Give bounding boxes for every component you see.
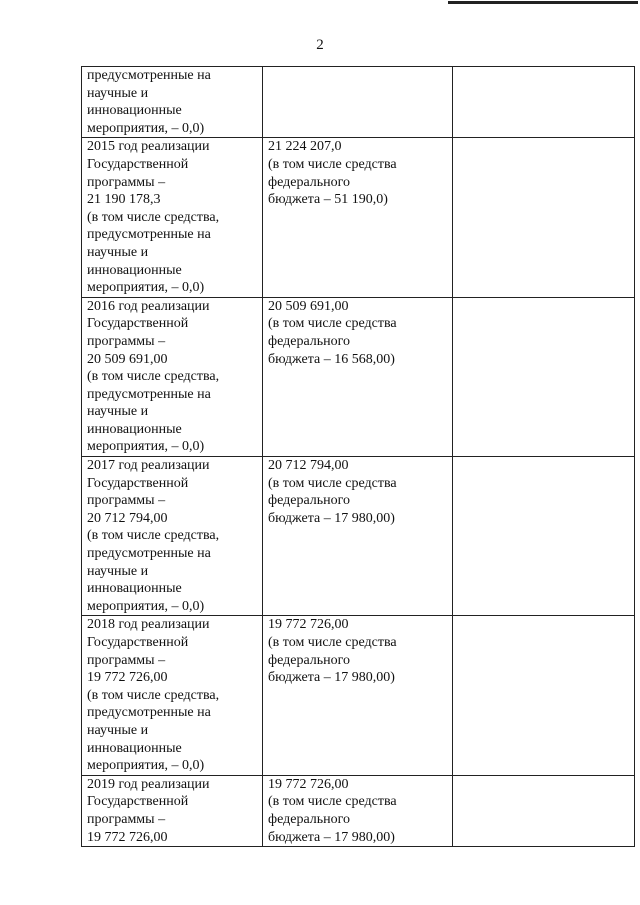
cell-text-line: (в том числе средства bbox=[268, 156, 397, 172]
cell-text-line: инновационные bbox=[87, 421, 182, 437]
table-row bbox=[82, 297, 635, 456]
cell-text-line: инновационные bbox=[87, 740, 182, 756]
cell-program-year bbox=[82, 457, 263, 616]
cell-text-line: 20 712 794,00 bbox=[87, 510, 168, 526]
funding-table bbox=[81, 66, 635, 847]
cell-text-line: предусмотренные на bbox=[87, 227, 211, 243]
cell-program-year bbox=[82, 297, 263, 456]
cell-text-line: (в том числе средства, bbox=[87, 528, 220, 544]
cell-text-line: (в том числе средства, bbox=[87, 209, 220, 225]
page-number: 2 bbox=[316, 37, 324, 53]
cell-text-line: Государственной bbox=[87, 316, 189, 332]
cell-text-line: научные и bbox=[87, 404, 149, 420]
cell-text-line: (в том числе средства bbox=[268, 475, 397, 491]
cell-text-line: 2018 год реализации bbox=[87, 617, 210, 633]
cell-text-line: 19 772 726,00 bbox=[87, 829, 168, 845]
cell-funding-amount bbox=[263, 457, 453, 616]
cell-funding-amount bbox=[263, 775, 453, 846]
cell-funding-amount bbox=[263, 616, 453, 775]
cell-program-year bbox=[82, 775, 263, 846]
cell-text-line: федерального bbox=[268, 493, 351, 509]
cell-text-line: 21 224 207,0 bbox=[268, 139, 342, 155]
cell-text-line: 19 772 726,00 bbox=[87, 670, 168, 686]
cell-text-line: научные и bbox=[87, 722, 149, 738]
cell-empty bbox=[453, 297, 635, 456]
cell-text-line: 21 190 178,3 bbox=[87, 192, 161, 208]
cell-text-line: бюджета – 17 980,00) bbox=[268, 670, 395, 686]
cell-funding-amount bbox=[263, 67, 453, 138]
cell-text-line: 19 772 726,00 bbox=[268, 617, 349, 633]
cell-empty bbox=[453, 616, 635, 775]
cell-text-line: 2019 год реализации bbox=[87, 776, 210, 792]
cell-text-line: (в том числе средства bbox=[268, 316, 397, 332]
table-row bbox=[82, 775, 635, 846]
cell-text-line: программы – bbox=[87, 652, 166, 668]
table-row bbox=[82, 616, 635, 775]
cell-funding-amount bbox=[263, 297, 453, 456]
funding-table-body bbox=[82, 67, 635, 847]
cell-text-line: бюджета – 16 568,00) bbox=[268, 351, 395, 367]
table-row bbox=[82, 457, 635, 616]
cell-program-year bbox=[82, 138, 263, 297]
cell-text-line: 19 772 726,00 bbox=[268, 776, 349, 792]
cell-text-line: мероприятия, – 0,0) bbox=[87, 120, 205, 136]
cell-text-line: программы – bbox=[87, 333, 166, 349]
cell-text-line: (в том числе средства bbox=[268, 794, 397, 810]
cell-text-line: мероприятия, – 0,0) bbox=[87, 598, 205, 614]
cell-text-line: бюджета – 17 980,00) bbox=[268, 510, 395, 526]
cell-text-line: предусмотренные на bbox=[87, 386, 211, 402]
cell-text-line: научные и bbox=[87, 85, 149, 101]
cell-text-line: (в том числе средства, bbox=[87, 687, 220, 703]
cell-text-line: федерального bbox=[268, 811, 351, 827]
scan-edge-mark bbox=[448, 1, 638, 4]
cell-text-line: предусмотренные на bbox=[87, 68, 211, 83]
cell-text-line: Государственной bbox=[87, 156, 189, 172]
cell-text-line: программы – bbox=[87, 493, 166, 509]
cell-text-line: бюджета – 17 980,00) bbox=[268, 829, 395, 845]
cell-empty bbox=[453, 67, 635, 138]
cell-empty bbox=[453, 775, 635, 846]
cell-text-line: (в том числе средства, bbox=[87, 369, 220, 385]
cell-program-year bbox=[82, 616, 263, 775]
cell-text-line: Государственной bbox=[87, 794, 189, 810]
cell-text-line: 2016 год реализации bbox=[87, 298, 210, 314]
cell-text-line: 2015 год реализации bbox=[87, 139, 210, 155]
cell-empty bbox=[453, 138, 635, 297]
table-row bbox=[82, 138, 635, 297]
cell-text-line: 2017 год реализации bbox=[87, 458, 210, 474]
cell-text-line: мероприятия, – 0,0) bbox=[87, 758, 205, 774]
cell-text-line: предусмотренные на bbox=[87, 546, 211, 562]
cell-text-line: федерального bbox=[268, 174, 351, 190]
cell-text-line: бюджета – 51 190,0) bbox=[268, 192, 388, 208]
cell-text-line: 20 509 691,00 bbox=[87, 351, 168, 367]
cell-text-line: программы – bbox=[87, 174, 166, 190]
cell-text-line: программы – bbox=[87, 811, 166, 827]
cell-text-line: научные и bbox=[87, 563, 149, 579]
cell-text-line: федерального bbox=[268, 652, 351, 668]
cell-empty bbox=[453, 457, 635, 616]
table-row bbox=[82, 67, 635, 138]
cell-text-line: федерального bbox=[268, 333, 351, 349]
cell-funding-amount bbox=[263, 138, 453, 297]
cell-text-line: инновационные bbox=[87, 103, 182, 119]
cell-text-line: (в том числе средства bbox=[268, 635, 397, 650]
cell-text-line: мероприятия, – 0,0) bbox=[87, 439, 205, 455]
cell-text-line: Государственной bbox=[87, 635, 189, 650]
cell-text-line: предусмотренные на bbox=[87, 705, 211, 721]
cell-text-line: Государственной bbox=[87, 475, 189, 491]
cell-program-year bbox=[82, 67, 263, 138]
cell-text-line: 20 509 691,00 bbox=[268, 298, 349, 314]
cell-text-line: 20 712 794,00 bbox=[268, 458, 349, 474]
cell-text-line: мероприятия, – 0,0) bbox=[87, 280, 205, 296]
cell-text-line: инновационные bbox=[87, 581, 182, 597]
cell-text-line: научные и bbox=[87, 244, 149, 260]
cell-text-line: инновационные bbox=[87, 262, 182, 278]
